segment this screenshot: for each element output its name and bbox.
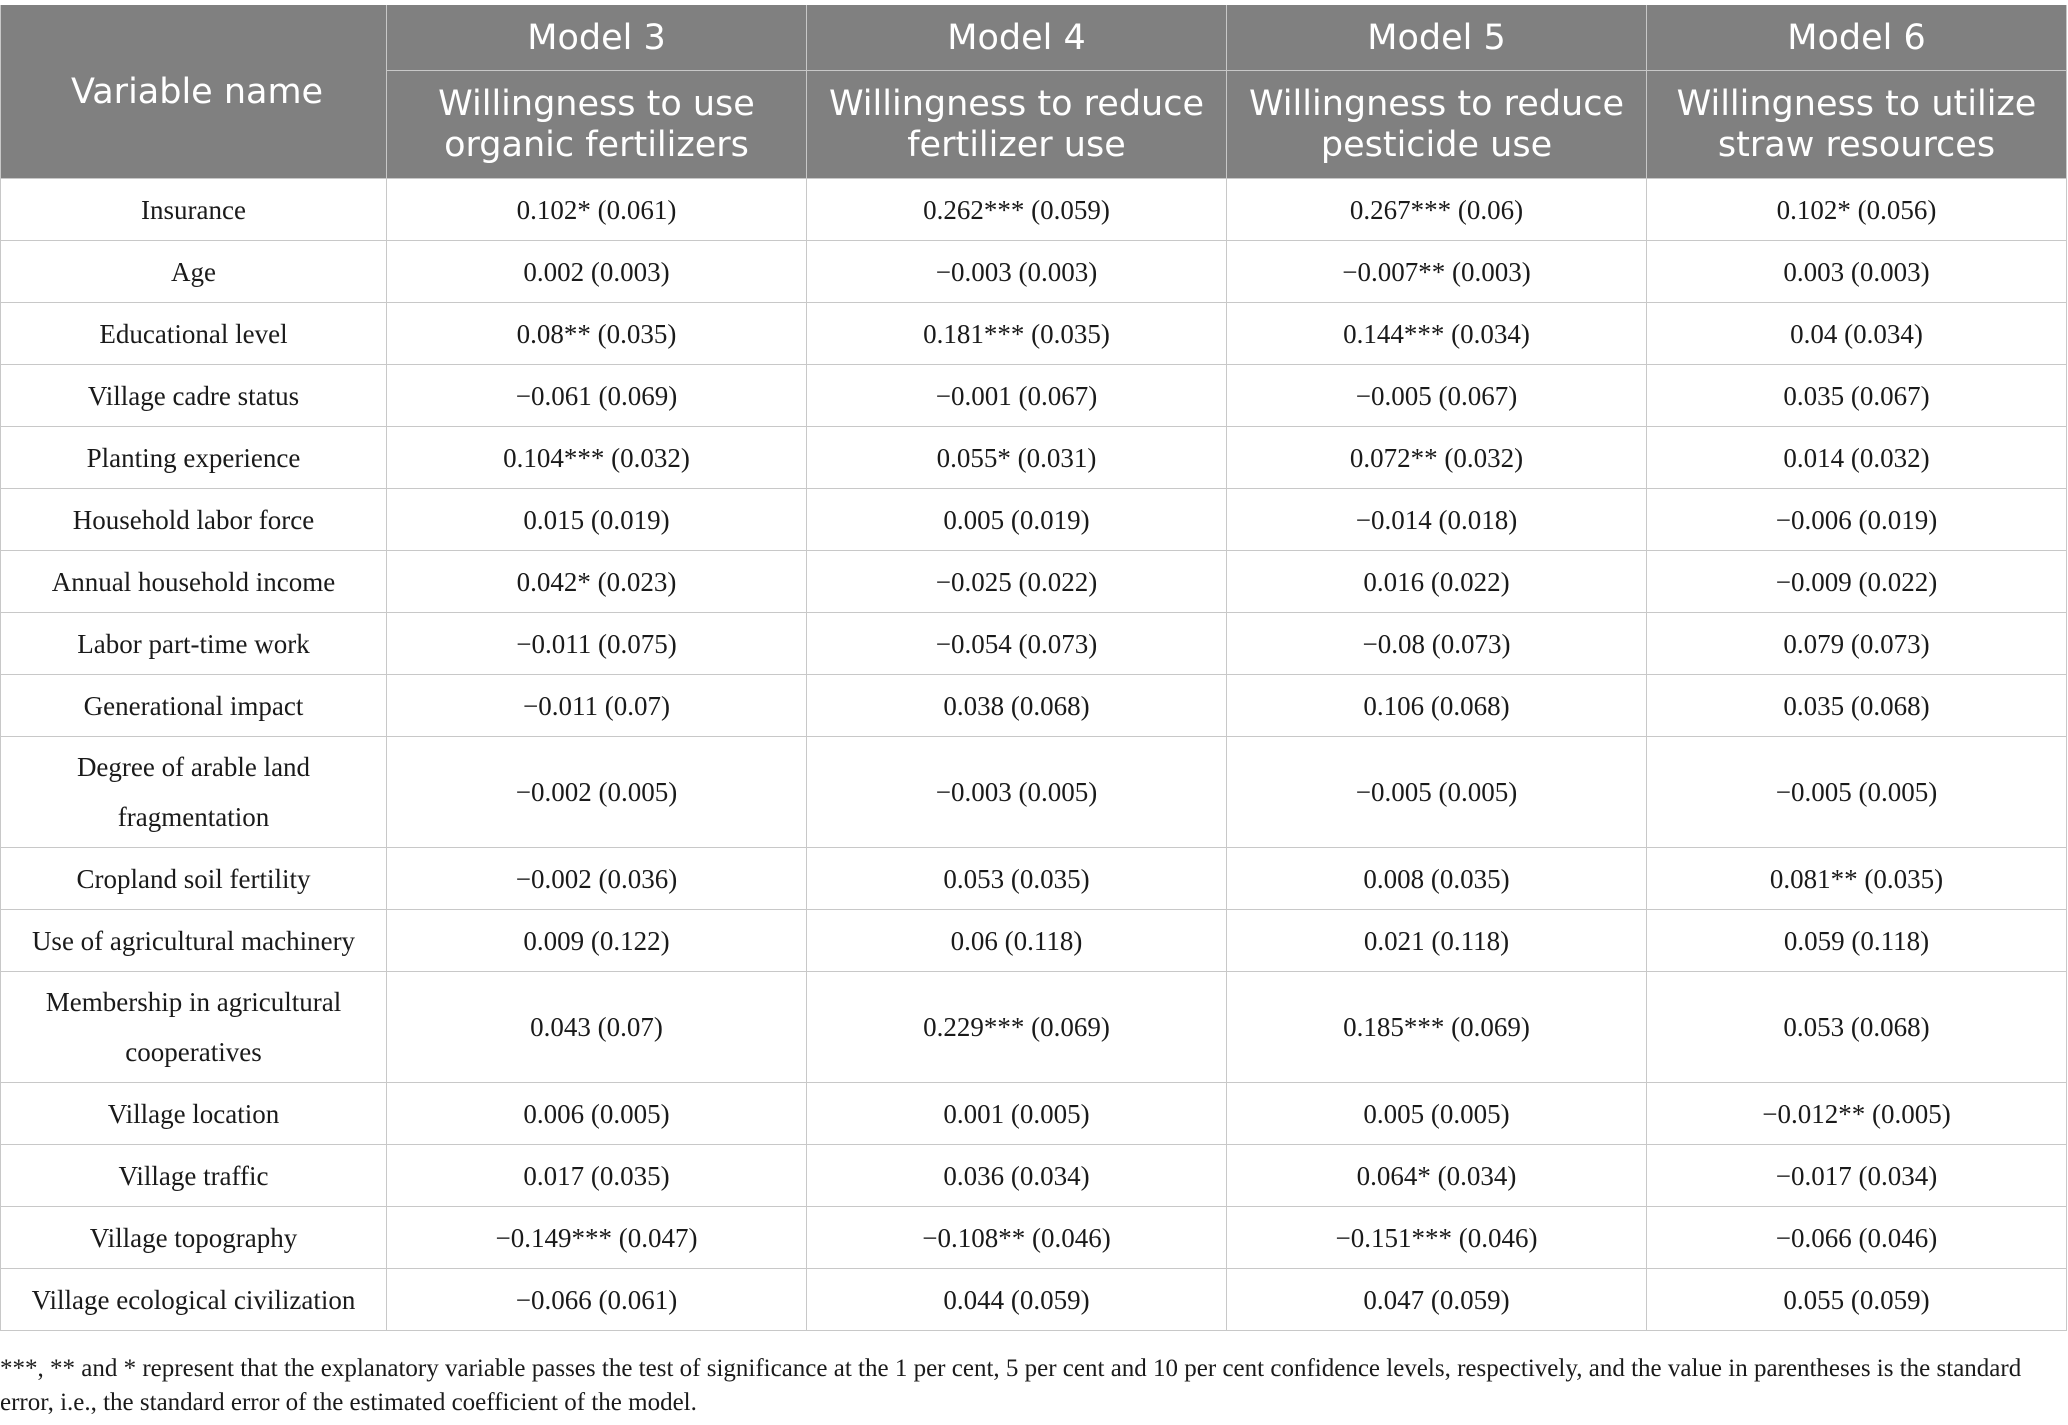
model-4-header: Model 4 (807, 5, 1227, 71)
value-cell: 0.016 (0.022) (1227, 551, 1647, 613)
value-cell: −0.011 (0.07) (387, 675, 807, 737)
value-cell: −0.149*** (0.047) (387, 1207, 807, 1269)
value-cell: −0.054 (0.073) (807, 613, 1227, 675)
model-6-outcome-header: Willingness to utilize straw resources (1647, 71, 2067, 179)
variable-cell: Household labor force (1, 489, 387, 551)
variable-cell: Educational level (1, 303, 387, 365)
table-row (1, 737, 2067, 848)
variable-cell: Use of agricultural machinery (1, 910, 387, 972)
value-cell: 0.064* (0.034) (1227, 1145, 1647, 1207)
value-cell: 0.04 (0.034) (1647, 303, 2067, 365)
value-cell: −0.002 (0.005) (387, 737, 807, 848)
value-cell: 0.035 (0.067) (1647, 365, 2067, 427)
regression-results-table (0, 5, 2067, 1331)
value-cell: −0.151*** (0.046) (1227, 1207, 1647, 1269)
model-4-outcome-header: Willingness to reduce fertilizer use (807, 71, 1227, 179)
value-cell: 0.044 (0.059) (807, 1269, 1227, 1331)
variable-cell: Membership in agricultural cooperatives (1, 972, 387, 1083)
variable-cell: Village topography (1, 1207, 387, 1269)
variable-cell: Village cadre status (1, 365, 387, 427)
value-cell: 0.102* (0.061) (387, 179, 807, 241)
value-cell: −0.011 (0.075) (387, 613, 807, 675)
value-cell: −0.006 (0.019) (1647, 489, 2067, 551)
value-cell: 0.009 (0.122) (387, 910, 807, 972)
variable-cell: Village location (1, 1083, 387, 1145)
value-cell: 0.072** (0.032) (1227, 427, 1647, 489)
value-cell: 0.042* (0.023) (387, 551, 807, 613)
value-cell: 0.017 (0.035) (387, 1145, 807, 1207)
value-cell: 0.001 (0.005) (807, 1083, 1227, 1145)
value-cell: 0.043 (0.07) (387, 972, 807, 1083)
value-cell: 0.002 (0.003) (387, 241, 807, 303)
value-cell: 0.014 (0.032) (1647, 427, 2067, 489)
value-cell: 0.267*** (0.06) (1227, 179, 1647, 241)
value-cell: 0.035 (0.068) (1647, 675, 2067, 737)
table-row (1, 848, 2067, 910)
value-cell: 0.079 (0.073) (1647, 613, 2067, 675)
value-cell: −0.061 (0.069) (387, 365, 807, 427)
value-cell: 0.104*** (0.032) (387, 427, 807, 489)
value-cell: −0.066 (0.046) (1647, 1207, 2067, 1269)
table-row (1, 1083, 2067, 1145)
model-3-outcome-header: Willingness to use organic fertilizers (387, 71, 807, 179)
value-cell: 0.059 (0.118) (1647, 910, 2067, 972)
value-cell: −0.025 (0.022) (807, 551, 1227, 613)
variable-name-header: Variable name (1, 5, 387, 179)
value-cell: 0.053 (0.035) (807, 848, 1227, 910)
table-row (1, 551, 2067, 613)
table-row (1, 613, 2067, 675)
table-row (1, 179, 2067, 241)
variable-cell: Village traffic (1, 1145, 387, 1207)
value-cell: 0.055 (0.059) (1647, 1269, 2067, 1331)
value-cell: 0.038 (0.068) (807, 675, 1227, 737)
value-cell: 0.008 (0.035) (1227, 848, 1647, 910)
table-body (1, 179, 2067, 1331)
value-cell: 0.006 (0.005) (387, 1083, 807, 1145)
table-row (1, 241, 2067, 303)
variable-cell: Cropland soil fertility (1, 848, 387, 910)
value-cell: −0.014 (0.018) (1227, 489, 1647, 551)
variable-cell: Age (1, 241, 387, 303)
value-cell: 0.08** (0.035) (387, 303, 807, 365)
value-cell: 0.229*** (0.069) (807, 972, 1227, 1083)
value-cell: −0.066 (0.061) (387, 1269, 807, 1331)
variable-cell: Annual household income (1, 551, 387, 613)
table-row (1, 303, 2067, 365)
table-row (1, 489, 2067, 551)
table-row (1, 675, 2067, 737)
table-row (1, 1207, 2067, 1269)
variable-cell: Labor part-time work (1, 613, 387, 675)
model-3-header: Model 3 (387, 5, 807, 71)
table-row (1, 972, 2067, 1083)
value-cell: −0.007** (0.003) (1227, 241, 1647, 303)
table-footnote: ***, ** and * represent that the explanatory variable passes the test of significance at the 1 per cent, 5 per cent and 10 per cent confidence levels, respectively, and the value in parentheses is the standard error, i.e., the standard error of the estimated coefficient of the model. (0, 1355, 2022, 1416)
model-5-outcome-header: Willingness to reduce pesticide use (1227, 71, 1647, 179)
value-cell: −0.009 (0.022) (1647, 551, 2067, 613)
value-cell: 0.005 (0.005) (1227, 1083, 1647, 1145)
table-row (1, 1269, 2067, 1331)
value-cell: 0.262*** (0.059) (807, 179, 1227, 241)
value-cell: 0.106 (0.068) (1227, 675, 1647, 737)
value-cell: 0.055* (0.031) (807, 427, 1227, 489)
value-cell: 0.036 (0.034) (807, 1145, 1227, 1207)
value-cell: −0.005 (0.005) (1647, 737, 2067, 848)
value-cell: 0.053 (0.068) (1647, 972, 2067, 1083)
value-cell: −0.003 (0.005) (807, 737, 1227, 848)
value-cell: 0.047 (0.059) (1227, 1269, 1647, 1331)
value-cell: −0.002 (0.036) (387, 848, 807, 910)
value-cell: 0.005 (0.019) (807, 489, 1227, 551)
value-cell: 0.06 (0.118) (807, 910, 1227, 972)
table-row (1, 365, 2067, 427)
value-cell: 0.185*** (0.069) (1227, 972, 1647, 1083)
value-cell: −0.108** (0.046) (807, 1207, 1227, 1269)
value-cell: 0.003 (0.003) (1647, 241, 2067, 303)
value-cell: 0.181*** (0.035) (807, 303, 1227, 365)
value-cell: −0.017 (0.034) (1647, 1145, 2067, 1207)
table-header (1, 5, 2067, 179)
table-row (1, 910, 2067, 972)
variable-cell: Planting experience (1, 427, 387, 489)
value-cell: 0.144*** (0.034) (1227, 303, 1647, 365)
model-5-header: Model 5 (1227, 5, 1647, 71)
value-cell: −0.012** (0.005) (1647, 1083, 2067, 1145)
results-table-container (0, 5, 2066, 1331)
value-cell: −0.003 (0.003) (807, 241, 1227, 303)
value-cell: −0.08 (0.073) (1227, 613, 1647, 675)
variable-cell: Village ecological civilization (1, 1269, 387, 1331)
value-cell: 0.081** (0.035) (1647, 848, 2067, 910)
model-6-header: Model 6 (1647, 5, 2067, 71)
table-row (1, 1145, 2067, 1207)
variable-cell: Generational impact (1, 675, 387, 737)
table-row (1, 427, 2067, 489)
value-cell: −0.005 (0.067) (1227, 365, 1647, 427)
variable-cell: Degree of arable land fragmentation (1, 737, 387, 848)
value-cell: −0.005 (0.005) (1227, 737, 1647, 848)
value-cell: −0.001 (0.067) (807, 365, 1227, 427)
value-cell: 0.015 (0.019) (387, 489, 807, 551)
variable-cell: Insurance (1, 179, 387, 241)
value-cell: 0.021 (0.118) (1227, 910, 1647, 972)
header-row-models (1, 5, 2067, 71)
value-cell: 0.102* (0.056) (1647, 179, 2067, 241)
